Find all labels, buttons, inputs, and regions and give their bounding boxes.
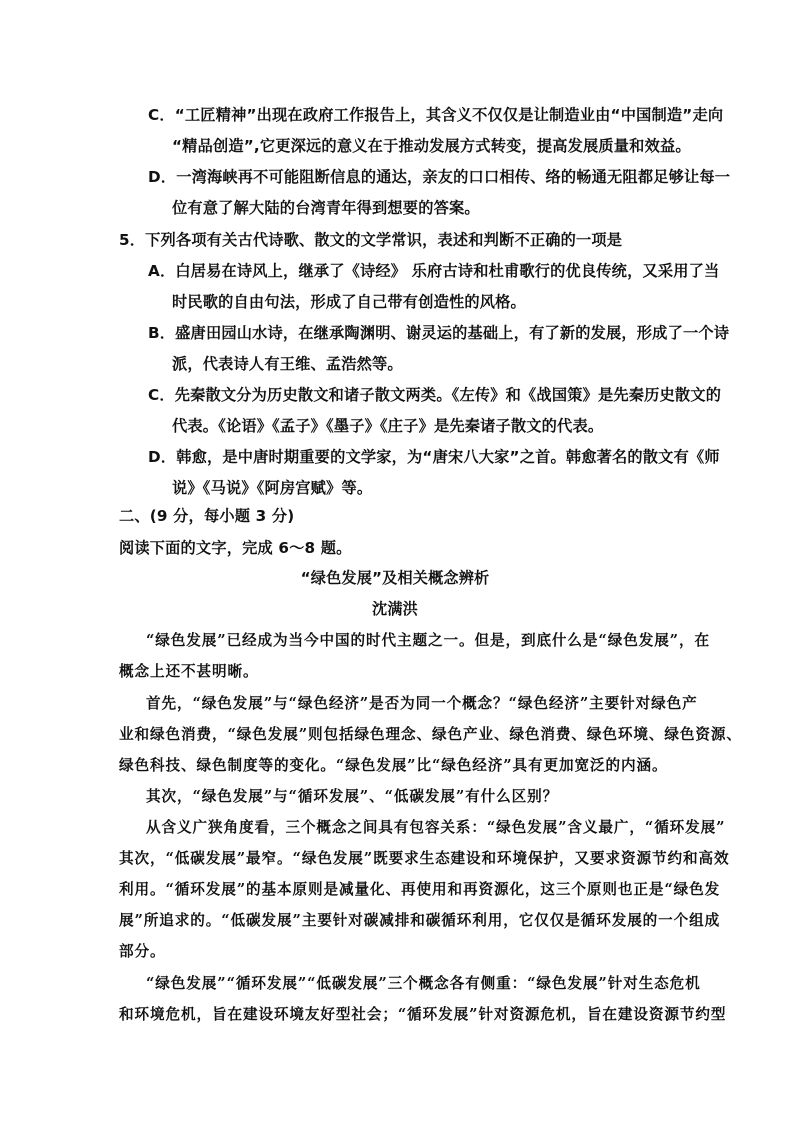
- article-line: 绿色科技、绿色制度等的变化。“绿色发展”比“绿色经济”具有更加宽泛的内涵。: [119, 757, 668, 774]
- q5-option-b-line1: B．盛唐田园山水诗，在继承陶渊明、谢灵运的基础上，有了新的发展，形成了一个诗: [148, 324, 730, 342]
- q5-option-c-line2: 代表。《论语》《孟子》《墨子》《庄子》是先秦诸子散文的代表。: [172, 417, 604, 435]
- article-author: 沈满洪: [372, 600, 418, 618]
- article-line: 展”所追求的。“低碳发展”主要针对碳减排和碳循环利用，它仅仅是循环发展的一个组成: [119, 912, 721, 929]
- article-line: 和环境危机，旨在建设环境友好型社会；“循环发展”针对资源危机，旨在建设资源节约型: [119, 1006, 727, 1023]
- q4-option-d-line2: 位有意了解大陆的台湾青年得到想要的答案。: [172, 199, 480, 217]
- q5-option-a-line2: 时民歌的自由句法，形成了自己带有创造性的风格。: [172, 293, 526, 311]
- q4-option-d-line1: D．一湾海峡再不可能阻断信息的通达，亲友的口口相传、络的畅通无阻都足够让每一: [148, 168, 731, 186]
- article-line: 业和绿色消费，“绿色发展”则包括绿色理念、绿色产业、绿色消费、绿色环境、绿色资源、: [119, 726, 742, 743]
- section-instruction: 阅读下面的文字，完成 6～8 题。: [119, 539, 352, 557]
- article-line: “绿色发展”“循环发展”“低碳发展”三个概念各有侧重：“绿色发展”针对生态危机: [146, 975, 701, 992]
- article-line: 其次，“低碳发展”最窄。“绿色发展”既要求生态建设和环境保护，又要求资源节约和高效: [119, 850, 730, 867]
- article-line: 利用。“循环发展”的基本原则是减量化、再使用和再资源化，这三个原则也正是“绿色发: [119, 881, 721, 898]
- article-title: “绿色发展”及相关概念辨析: [300, 569, 490, 587]
- article-line: 从含义广狭角度看，三个概念之间具有包容关系：“绿色发展”含义最广，“循环发展”: [146, 819, 726, 836]
- article-line: 首先，“绿色发展”与“绿色经济”是否为同一个概念？“绿色经济”主要针对绿色产: [146, 695, 698, 712]
- q4-option-c-line2: “精品创造”,它更深远的意义在于推动发展方式转变，提高发展质量和效益。: [172, 137, 691, 155]
- q5-stem: 5．下列各项有关古代诗歌、散文的文学常识，表述和判断不正确的一项是: [119, 231, 623, 249]
- q4-option-c-line1: C．“工匠精神”出现在政府工作报告上，其含义不仅仅是让制造业由“中国制造”走向: [148, 106, 724, 124]
- article-line: 其次，“绿色发展”与“循环发展”、“低碳发展”有什么区别？: [146, 788, 559, 805]
- q5-option-c-line1: C．先秦散文分为历史散文和诸子散文两类。《左传》和《战国策》是先秦历史散文的: [148, 386, 722, 404]
- q5-option-a-line1: A．白居易在诗风上，继承了《诗经》 乐府古诗和杜甫歌行的优良传统，又采用了当: [148, 262, 720, 280]
- q5-option-d-line2: 说》《马说》《阿房宫赋》等。: [172, 479, 373, 497]
- section-heading: 二、(9 分，每小题 3 分): [119, 507, 295, 525]
- q5-option-b-line2: 派，代表诗人有王维、孟浩然等。: [172, 355, 403, 373]
- article-line: 部分。: [119, 943, 166, 960]
- q5-option-d-line1: D．韩愈，是中唐时期重要的文学家，为“唐宋八大家”之首。韩愈著名的散文有《师: [148, 448, 720, 466]
- article-line: “绿色发展”已经成为当今中国的时代主题之一。但是，到底什么是“绿色发展”，在: [146, 632, 710, 649]
- article-line: 概念上还不甚明晰。: [119, 663, 259, 680]
